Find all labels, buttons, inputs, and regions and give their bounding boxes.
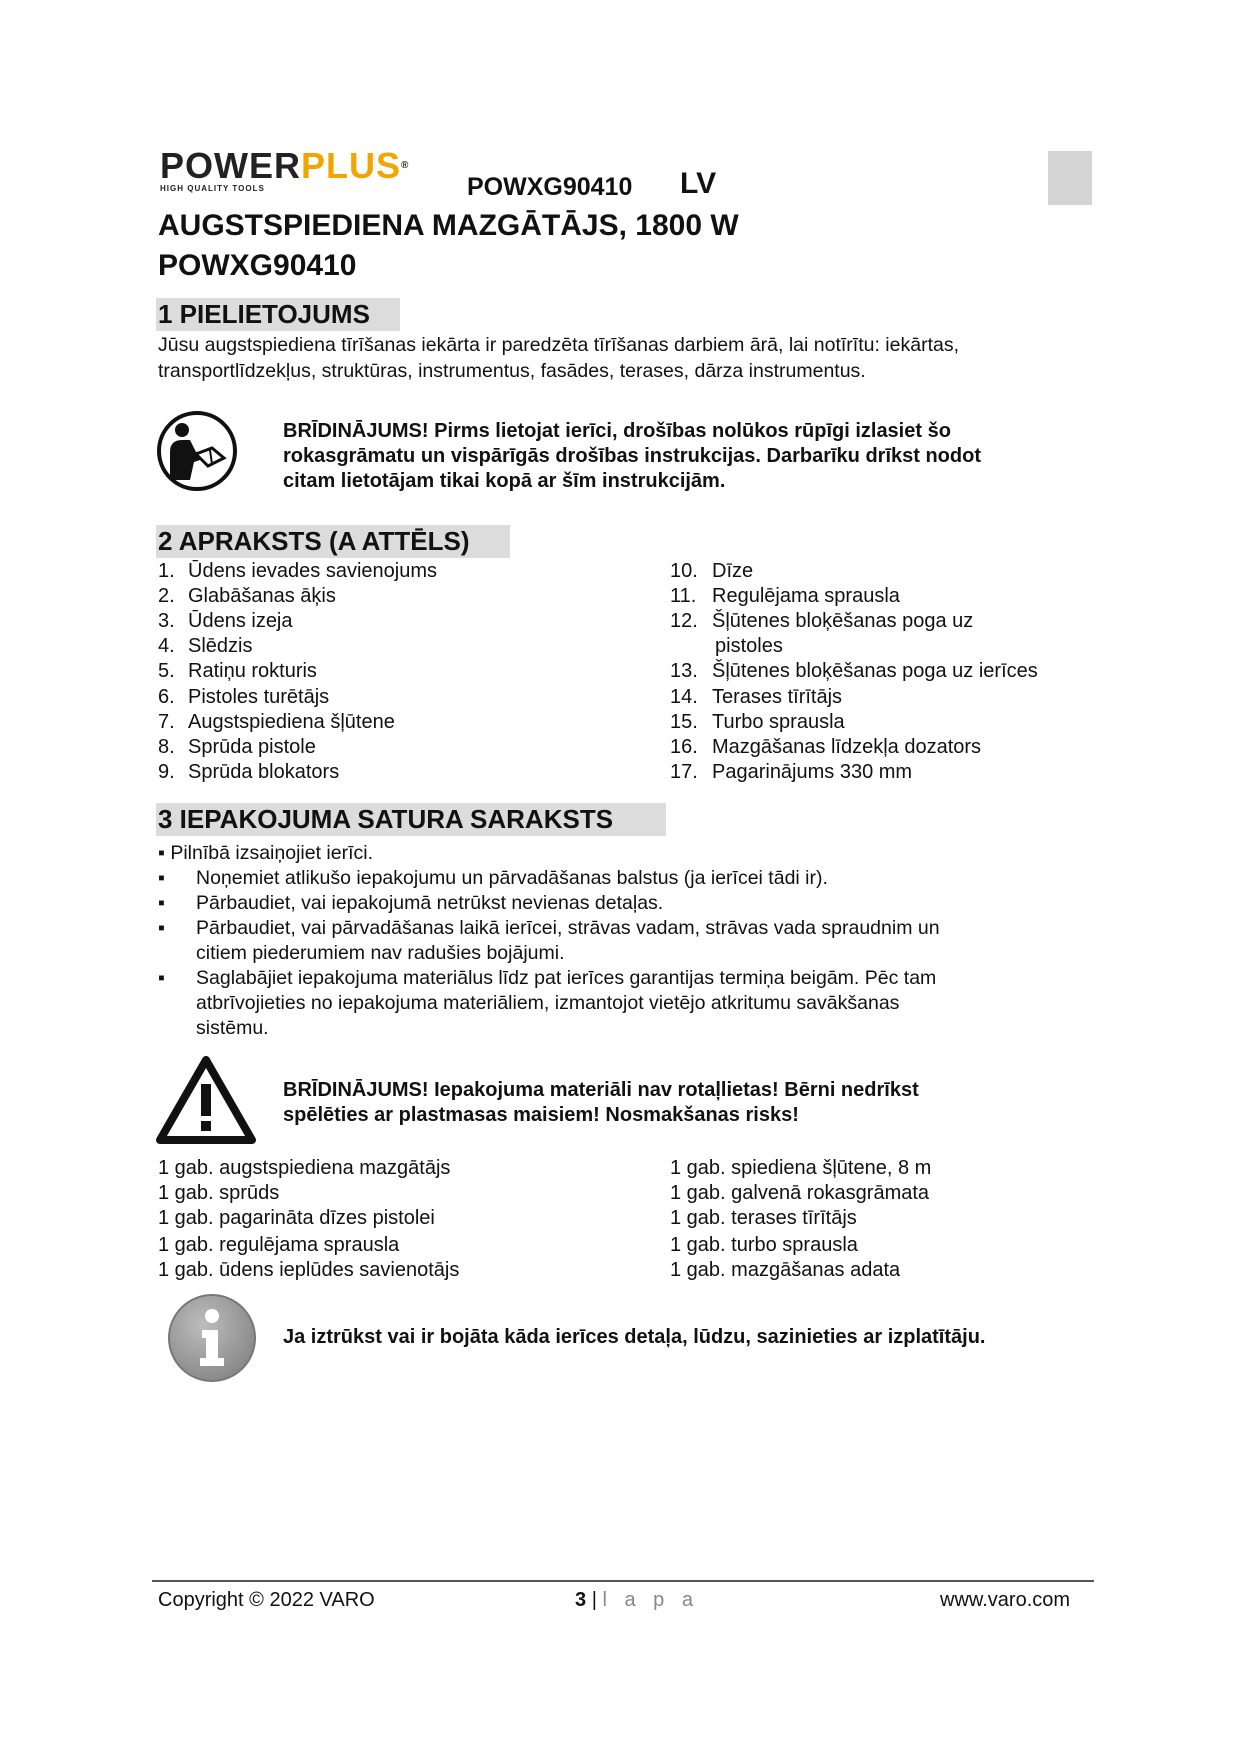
description-item: 11. Regulējama sprausla <box>670 585 900 607</box>
description-item: 5. Ratiņu rokturis <box>158 660 317 682</box>
footer-website: www.varo.com <box>940 1589 1071 1611</box>
description-item: pistoles <box>715 635 783 657</box>
powerplus-logo: POWERPLUS® HIGH QUALITY TOOLS <box>160 145 410 193</box>
description-item: 7. Augstspiediena šļūtene <box>158 711 395 733</box>
package-item: 1 gab. ūdens ieplūdes savienotājs <box>158 1259 460 1281</box>
description-item: 15. Turbo sprausla <box>670 711 845 733</box>
description-item: 9. Sprūda blokators <box>158 761 340 783</box>
title-line-1: AUGSTSPIEDIENA MAZGĀTĀJS, 1800 W <box>158 209 739 242</box>
description-item: 12. Šļūtenes bloķēšanas poga uz <box>670 610 974 632</box>
package-item: 1 gab. turbo sprausla <box>670 1234 858 1256</box>
info-icon <box>166 1292 258 1384</box>
missing-parts-note: Ja iztrūkst vai ir bojāta kāda ierīces detaļa, lūdzu, sazinieties ar izplatītāju. <box>283 1326 986 1348</box>
page-title <box>158 206 739 286</box>
footer-page-number: 3 | l a p a <box>575 1589 699 1611</box>
usage-paragraph: Jūsu augstspiediena tīrīšanas iekārta ir paredzēta tīrīšanas darbiem ārā, lai notīrītu: iekārtas, transportlīdzekļus, struktūras, instrumentus, fasādes, terases, dārza instrumentus. <box>158 334 959 382</box>
description-item: 17. Pagarinājums 330 mm <box>670 761 913 783</box>
package-item: 1 gab. sprūds <box>158 1182 280 1204</box>
footer-divider <box>152 1580 1094 1582</box>
bullet-marker: ▪ <box>158 867 165 889</box>
bullet-item: Saglabājiet iepakojuma materiālus līdz pat ierīces garantijas termiņa beigām. Pēc tam <box>196 967 937 989</box>
bullet-item-continued: citiem piederumiem nav radušies bojājumi. <box>196 942 565 964</box>
package-item: 1 gab. augstspiediena mazgātājs <box>158 1157 451 1179</box>
description-item: 14. Terases tīrītājs <box>670 686 843 708</box>
bullet-item: Noņemiet atlikušo iepakojumu un pārvadāšanas balstus (ja ierīcei tādi ir). <box>196 867 828 889</box>
bullet-item: ▪ Pilnībā izsaiņojiet ierīci. <box>158 842 374 864</box>
read-manual-icon <box>156 410 238 492</box>
bullet-item: Pārbaudiet, vai pārvadāšanas laikā ierīcei, strāvas vadam, strāvas vada spraudnim un <box>196 917 940 939</box>
description-item: 1. Ūdens ievades savienojums <box>158 560 438 582</box>
package-item: 1 gab. regulējama sprausla <box>158 1234 400 1256</box>
language-code: LV <box>680 167 717 200</box>
model-code: POWXG90410 <box>467 173 633 201</box>
description-item: 10. Dīze <box>670 560 754 582</box>
bullet-marker: ▪ <box>158 917 165 939</box>
section-heading-description: 2 APRAKSTS (A ATTĒLS) <box>156 525 510 558</box>
package-item: 1 gab. galvenā rokasgrāmata <box>670 1182 930 1204</box>
package-item: 1 gab. pagarināta dīzes pistolei <box>158 1207 435 1229</box>
bullet-item-continued: sistēmu. <box>196 1017 269 1039</box>
footer-copyright: Copyright © 2022 VARO <box>158 1589 375 1611</box>
warning-triangle-icon <box>156 1056 256 1144</box>
bullet-marker: ▪ <box>158 892 165 914</box>
package-item: 1 gab. terases tīrītājs <box>670 1207 857 1229</box>
description-item: 16. Mazgāšanas līdzekļa dozators <box>670 736 982 758</box>
title-line-2: POWXG90410 <box>158 249 357 282</box>
description-item: 13. Šļūtenes bloķēšanas poga uz ierīces <box>670 660 1038 682</box>
section-heading-contents: 3 IEPAKOJUMA SATURA SARAKSTS <box>156 803 666 836</box>
bullet-item-continued: atbrīvojieties no iepakojuma materiāliem, izmantojot vietējo atkritumu savākšanas <box>196 992 900 1014</box>
description-item: 2. Glabāšanas āķis <box>158 585 336 607</box>
description-item: 6. Pistoles turētājs <box>158 686 330 708</box>
packaging-warning: BRĪDINĀJUMS! Iepakojuma materiāli nav rotaļlietas! Bērni nedrīkst spēlēties ar plastmasas maisiem! Nosmakšanas risks! <box>283 1079 919 1126</box>
corner-marker <box>1048 151 1092 205</box>
description-item: 4. Slēdzis <box>158 635 253 657</box>
description-item: 8. Sprūda pistole <box>158 736 316 758</box>
section-heading-usage: 1 PIELIETOJUMS <box>156 298 400 331</box>
description-item: 3. Ūdens izeja <box>158 610 293 632</box>
bullet-marker: ▪ <box>158 967 165 989</box>
package-item: 1 gab. spiediena šļūtene, 8 m <box>670 1157 932 1179</box>
package-item: 1 gab. mazgāšanas adata <box>670 1259 901 1281</box>
bullet-item: Pārbaudiet, vai iepakojumā netrūkst nevienas detaļas. <box>196 892 664 914</box>
read-manual-warning: BRĪDINĀJUMS! Pirms lietojat ierīci, drošības nolūkos rūpīgi izlasiet šo rokasgrāmatu un vispārīgās drošības instrukcijas. Darbarīku drīkst nodot citam lietotājam tikai kopā ar šīm instrukcijām. <box>283 420 981 492</box>
